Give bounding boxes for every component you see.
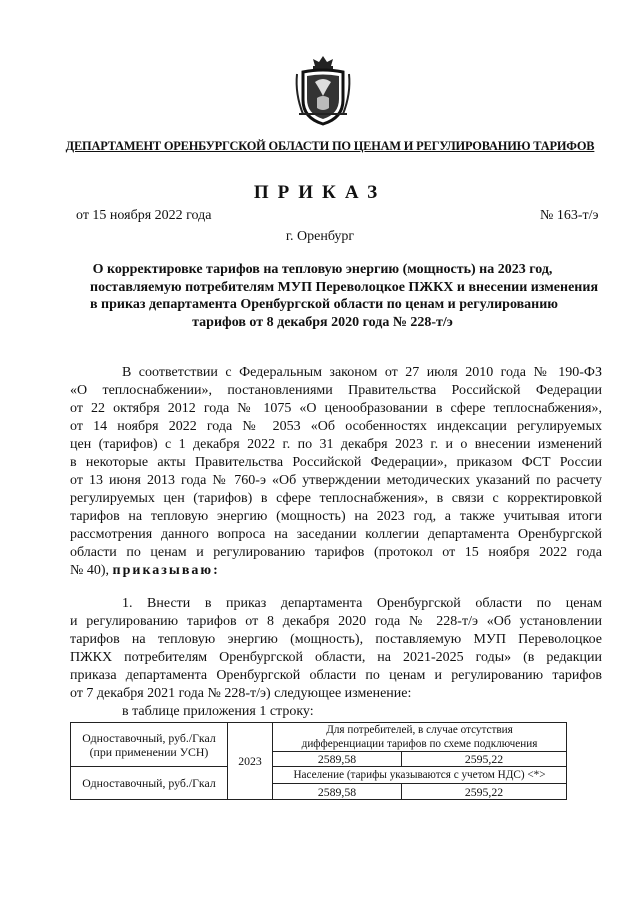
table-cell-year: 2023 [228,723,273,800]
coat-of-arms-emblem-icon [293,52,353,128]
paragraph-line: и регулированию тарифов от 8 декабря 2020 года № 228-т/э «Об установлении [70,614,602,629]
order-date: от 15 ноября 2022 года [76,208,212,223]
table-cell-label: Одноставочный, руб./Гкал [71,767,228,800]
paragraph-line: от 7 декабря 2021 года № 228-т/э) следующее изменение: [70,686,412,701]
paragraph-line: 1. Внести в приказ департамента Оренбургской области по ценам [122,596,602,611]
paragraph-line: «О теплоснабжении», постановлениями Правительства Российской Федерации [70,383,602,398]
table-cell-value: 2595,22 [402,752,567,767]
title-line: тарифов от 8 декабря 2020 года № 228-т/э [192,314,453,330]
paragraph-line [70,562,602,580]
paragraph-line: в некоторые акты Правительства Российской Федерации», приказом ФСТ России [70,455,602,470]
paragraph-line: рассмотрения данного вопроса на заседании коллегии департамента Оренбургской [70,527,602,542]
item-1-paragraph [70,595,602,721]
paragraph-line: тарифов на тепловую энергию (мощность) на 2023 год, а также учитывая итоги [70,509,602,524]
paragraph-line: области по ценам и регулированию тарифов (протокол от 15 ноября 2022 года [70,545,602,560]
paragraph-line: тарифов на тепловую энергию (мощность), поставляемую МУП Переволоцкое [70,632,602,647]
paragraph-line: ПЖКХ потребителям Оренбургской области, на 2021-2025 годы» (в редакции [70,650,602,665]
paragraph-line: приказа департамента Оренбургской области по ценам и регулированию тарифов [70,668,602,683]
table-cell-header: Население (тарифы указываются с учетом НДС) <*> [273,767,567,784]
document-type-title: ПРИКАЗ [253,182,387,203]
title-line: О корректировке тарифов на тепловую энергию (мощность) на 2023 год, [92,262,553,277]
paragraph-line: регулируемых цен (тарифов) в сфере теплоснабжения», в связи с корректировкой [70,491,602,506]
paragraph-line: от 22 октября 2012 года № 1075 «О ценообразовании в сфере теплоснабжения», [70,401,602,416]
title-line: в приказ департамента Оренбургской области по ценам и регулированию [90,297,559,312]
paragraph-line: В соответствии с Федеральным законом от 27 июля 2010 года № 190-ФЗ [122,365,602,380]
paragraph-line: от 13 июня 2013 года № 760-э «Об утверждении методических указаний по расчету [70,473,602,488]
order-number: № 163-т/э [540,208,599,223]
paragraph-line: от 14 ноября 2022 года № 2053 «Об особенностях индексации регулируемых [70,419,602,434]
preamble-paragraph [70,364,602,580]
paragraph-line: в таблице приложения 1 строку: [122,704,314,719]
department-name: ДЕПАРТАМЕНТ ОРЕНБУРГСКОЙ ОБЛАСТИ ПО ЦЕНАМ И РЕГУЛИРОВАНИЮ ТАРИФОВ [65,139,595,153]
table-cell-value: 2595,22 [402,784,567,800]
title-line: поставляемую потребителям МУП Переволоцкое ПЖКХ и внесении изменения [90,279,599,295]
order-title [90,261,599,331]
table-cell-value: 2589,58 [273,752,402,767]
table-cell-header: Для потребителей, в случае отсутствия дифференциации тарифов по схеме подключения [273,723,567,752]
protocol-number: № 40), [70,563,113,578]
table-cell-label: Одноставочный, руб./Гкал (при применении УСН) [71,723,228,767]
paragraph-line: цен (тарифов) с 1 декабря 2022 г. по 31 декабря 2023 г. и о внесении изменений [70,437,602,452]
order-word: приказываю: [112,563,220,578]
table-cell-value: 2589,58 [273,784,402,800]
order-city: г. Оренбург [285,229,355,244]
tariff-table [70,722,567,800]
